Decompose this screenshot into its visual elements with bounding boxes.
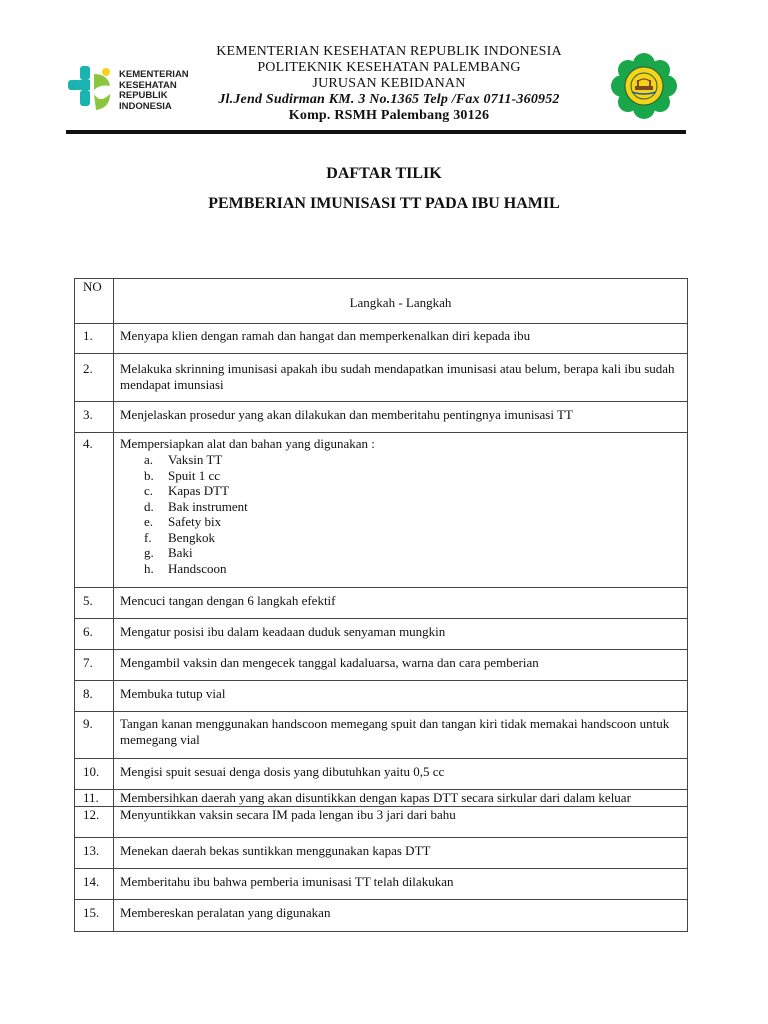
table-row — [75, 869, 688, 900]
step-text: Mengambil vaksin dan mengecek tanggal kadaluarsa, warna dan cara pemberian — [120, 655, 539, 670]
table-row — [75, 838, 688, 869]
list-item-text: Safety bix — [168, 514, 222, 529]
list-letter: c. — [144, 483, 154, 498]
kemenkes-logo-text: KEMENTERIAN KESEHATAN REPUBLIK INDONESIA — [119, 69, 189, 112]
step-text: Menekan daerah bekas suntikkan menggunakan kapas DTT — [120, 843, 431, 858]
step-text: Menyuntikkan vaksin secara IM pada lengan ibu 3 jari dari bahu — [120, 807, 456, 822]
row-number: 11. — [75, 790, 114, 807]
list-letter: f. — [144, 529, 152, 545]
department-line: JURUSAN KEBIDANAN — [312, 76, 466, 91]
step-text: Mempersiapkan alat dan bahan yang digunakan : — [120, 436, 375, 451]
list-letter: b. — [144, 467, 154, 483]
table-row — [75, 807, 688, 838]
step-text: Melakuka skrinning imunisasi apakah ibu sudah mendapatkan imunisasi atau belum, berapa kali ibu sudah mendapat imunsiasi — [120, 361, 675, 392]
step-text: Menyapa klien dengan ramah dan hangat dan memperkenalkan diri kepada ibu — [120, 328, 531, 343]
list-item — [144, 452, 681, 468]
list-letter: d. — [144, 498, 154, 514]
row-number: 4. — [75, 433, 114, 588]
row-number: 7. — [75, 650, 114, 681]
row-step-cell — [114, 354, 688, 402]
table-row — [75, 790, 688, 807]
header-divider — [66, 130, 686, 134]
list-item — [144, 483, 681, 499]
kemenkes-logo — [66, 64, 189, 116]
step-text: Membuka tutup vial — [120, 686, 226, 701]
equipment-list — [120, 452, 681, 576]
row-number: 14. — [75, 869, 114, 900]
list-item-text: Baki — [168, 545, 193, 560]
list-letter: h. — [144, 560, 154, 576]
row-number: 12. — [75, 807, 114, 838]
step-text: Menjelaskan prosedur yang akan dilakukan dan memberitahu pentingnya imunisasi TT — [120, 407, 573, 422]
list-item — [144, 468, 681, 484]
step-text: Mengatur posisi ibu dalam keadaan duduk senyaman mungkin — [120, 624, 446, 639]
kemenkes-emblem-icon — [66, 64, 118, 116]
row-step-cell — [114, 900, 688, 932]
list-item-text: Kapas DTT — [168, 483, 230, 498]
step-text: Mengisi spuit sesuai denga dosis yang dibutuhkan yaitu 0,5 cc — [120, 764, 445, 779]
address-line: Jl.Jend Sudirman KM. 3 No.1365 Telp /Fax 0711-360952 — [218, 92, 560, 107]
row-number: 5. — [75, 588, 114, 619]
list-letter: g. — [144, 545, 154, 560]
row-number: 8. — [75, 681, 114, 712]
table-row — [75, 588, 688, 619]
table-row — [75, 354, 688, 402]
row-step-cell — [114, 433, 688, 588]
polytechnic-line: POLITEKNIK KESEHATAN PALEMBANG — [257, 60, 521, 75]
list-item-text: Bak instrument — [168, 498, 248, 514]
table-row — [75, 759, 688, 790]
list-item — [144, 499, 681, 515]
row-step-cell — [114, 324, 688, 354]
row-step-cell — [114, 712, 688, 759]
row-number: 10. — [75, 759, 114, 790]
row-number: 15. — [75, 900, 114, 932]
step-text: Mencuci tangan dengan 6 langkah efektif — [120, 593, 336, 608]
list-item — [144, 545, 681, 561]
list-letter: e. — [144, 514, 154, 529]
checklist-table — [74, 278, 688, 932]
row-number: 1. — [75, 324, 114, 354]
table-row — [75, 324, 688, 354]
list-item-text: Bengkok — [168, 529, 215, 545]
table-header-row — [75, 279, 688, 324]
list-item-text: Vaksin TT — [168, 452, 223, 467]
document-title: DAFTAR TILIK — [326, 165, 442, 182]
row-step-cell — [114, 681, 688, 712]
komp-line: Komp. RSMH Palembang 30126 — [288, 108, 490, 123]
row-number: 6. — [75, 619, 114, 650]
step-text: Tangan kanan menggunakan handscoon memegang spuit dan tangan kiri tidak memakai handscoon untuk memegang vial — [120, 716, 670, 747]
list-item — [144, 530, 681, 546]
document-subtitle: PEMBERIAN IMUNISASI TT PADA IBU HAMIL — [208, 195, 560, 212]
row-step-cell — [114, 588, 688, 619]
poltekkes-seal-icon — [610, 52, 678, 120]
list-letter: a. — [144, 452, 154, 467]
table-row — [75, 433, 688, 588]
table-row — [75, 712, 688, 759]
letterhead — [0, 0, 768, 140]
row-step-cell — [114, 869, 688, 900]
row-number: 3. — [75, 402, 114, 433]
table-row — [75, 650, 688, 681]
table-row — [75, 900, 688, 932]
list-item — [144, 514, 681, 530]
row-step-cell — [114, 838, 688, 869]
institution-block — [180, 44, 598, 124]
list-item-text: Spuit 1 cc — [168, 467, 220, 483]
step-text: Membersihkan daerah yang akan disuntikkan dengan kapas DTT secara sirkular dari dalam keluar — [120, 790, 631, 805]
list-item-text: Handscoon — [168, 560, 227, 576]
poltekkes-logo — [610, 52, 678, 120]
row-step-cell — [114, 619, 688, 650]
row-step-cell — [114, 650, 688, 681]
col-step-header — [114, 279, 688, 324]
step-text: Memberitahu ibu bahwa pemberia imunisasi TT telah dilakukan — [120, 874, 454, 889]
col-step-label: Langkah - Langkah — [349, 295, 452, 310]
row-number: 2. — [75, 354, 114, 402]
col-no-header: NO — [75, 279, 114, 324]
table-row — [75, 681, 688, 712]
list-item — [144, 561, 681, 577]
table-row — [75, 619, 688, 650]
ministry-line: KEMENTERIAN KESEHATAN REPUBLIK INDONESIA — [216, 44, 562, 59]
row-number: 13. — [75, 838, 114, 869]
row-number: 9. — [75, 712, 114, 759]
row-step-cell — [114, 790, 688, 807]
table-row — [75, 402, 688, 433]
step-text: Membereskan peralatan yang digunakan — [120, 905, 331, 920]
row-step-cell — [114, 759, 688, 790]
row-step-cell — [114, 402, 688, 433]
row-step-cell — [114, 807, 688, 838]
